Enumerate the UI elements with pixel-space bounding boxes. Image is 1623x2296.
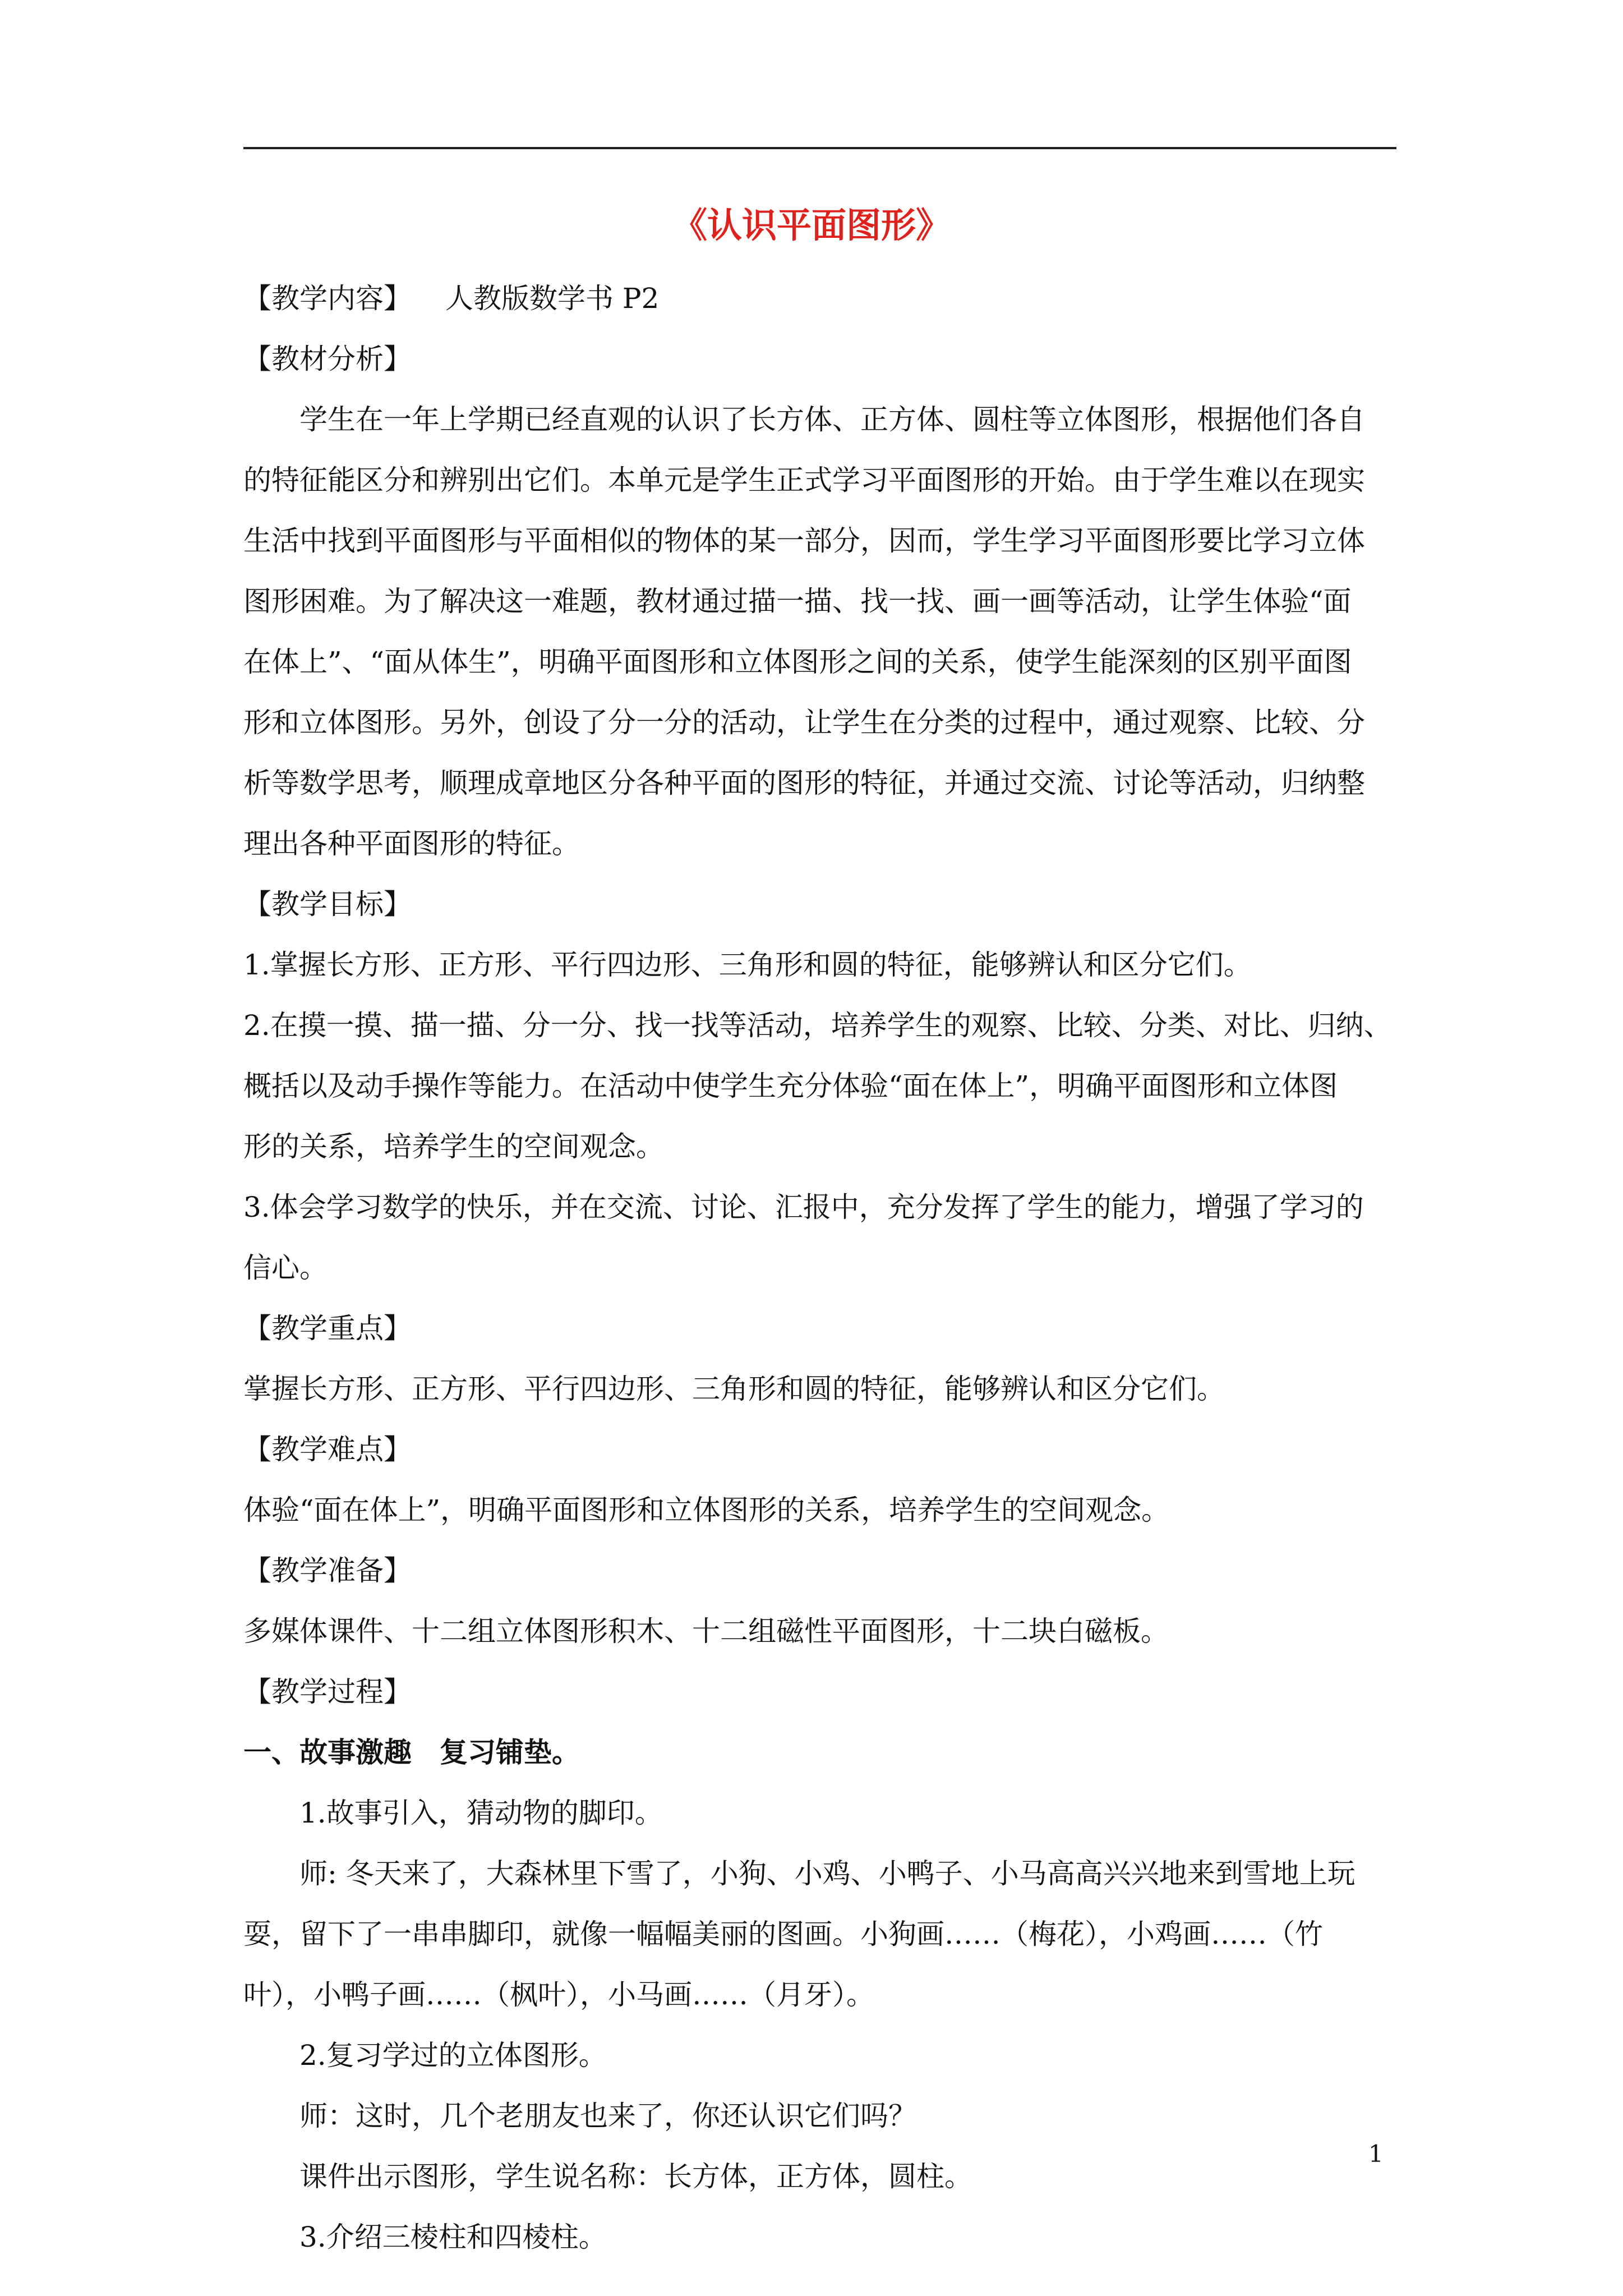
teaching-goal-line: 概括以及动手操作等能力。在活动中使学生充分体验“面在体上”，明确平面图形和立体图 [243, 1070, 1338, 1102]
story-line: 师: 冬天来了，大森林里下雪了，小狗、小鸡、小鸭子、小马高高兴兴地来到雪地上玩 [299, 1857, 1355, 1890]
teaching-content-row [243, 268, 1396, 329]
teaching-goal-line: 形的关系，培养学生的空间观念。 [243, 1130, 664, 1163]
difficulties-text: 体验“面在体上”，明确平面图形和立体图形的关系，培养学生的空间观念。 [243, 1494, 1170, 1526]
page-number: 1 [1368, 2140, 1384, 2168]
material-analysis-line: 图形困难。为了解决这一难题，教材通过描一描、找一找、画一画等活动，让学生体验“面 [243, 585, 1352, 618]
teaching-goal-line: 2.在摸一摸、描一描、分一分、找一找等活动，培养学生的观察、比较、分类、对比、归纳、 [243, 1009, 1392, 1042]
teaching-goal-line: 1.掌握长方形、正方形、平行四边形、三角形和圆的特征，能够辨认和区分它们。 [243, 949, 1252, 981]
teaching-goal-line: 3.体会学习数学的快乐，并在交流、讨论、汇报中，充分发挥了学生的能力，增强了学习的 [243, 1191, 1364, 1223]
preparation-text: 多媒体课件、十二组立体图形积木、十二组磁性平面图形，十二块白磁板。 [243, 1615, 1169, 1648]
material-analysis-line: 生活中找到平面图形与平面相似的物体的某一部分，因而，学生学习平面图形要比学习立体 [243, 524, 1365, 557]
material-analysis-line: 在体上”、“面从体生”，明确平面图形和立体图形之间的关系，使学生能深刻的区别平面图 [243, 646, 1352, 678]
material-analysis-line: 理出各种平面图形的特征。 [243, 827, 580, 860]
material-analysis-line: 形和立体图形。另外，创设了分一分的活动，让学生在分类的过程中，通过观察、比较、分 [243, 706, 1365, 739]
material-analysis-line: 析等数学思考，顺理成章地区分各种平面的图形的特征，并通过交流、讨论等活动，归纳整 [243, 767, 1365, 799]
teaching-content-value: 人教版数学书 P2 [445, 282, 660, 315]
teaching-goal-line: 信心。 [243, 1251, 328, 1284]
preparation-label: 【教学准备】 [243, 1554, 412, 1587]
story-line: 耍，留下了一串串脚印，就像一幅幅美丽的图画。小狗画……（梅花），小鸡画……（竹 [243, 1918, 1323, 1950]
teaching-content-label: 【教学内容】 [243, 282, 412, 315]
process-item: 2.复习学过的立体图形。 [299, 2039, 607, 2072]
process-item: 3.介绍三棱柱和四棱柱。 [299, 2221, 607, 2253]
material-analysis-label: 【教材分析】 [243, 343, 412, 375]
story-line: 叶），小鸭子画……（枫叶），小马画……（月牙）。 [243, 1978, 874, 2011]
header-rule [243, 147, 1396, 149]
teaching-goals-label: 【教学目标】 [243, 888, 412, 921]
difficulties-label: 【教学难点】 [243, 1433, 412, 1466]
teacher-question: 师：这时，几个老朋友也来了，你还认识它们吗？ [299, 2100, 916, 2132]
process-label: 【教学过程】 [243, 1676, 412, 1708]
key-points-text: 掌握长方形、正方形、平行四边形、三角形和圆的特征，能够辨认和区分它们。 [243, 1373, 1225, 1405]
courseware-line: 课件出示图形，学生说名称：长方体，正方体，圆柱。 [299, 2160, 972, 2193]
document-title: 《认识平面图形》 [672, 205, 951, 246]
material-analysis-line: 的特征能区分和辨别出它们。本单元是学生正式学习平面图形的开始。由于学生难以在现实 [243, 464, 1365, 496]
material-analysis-line: 学生在一年上学期已经直观的认识了长方体、正方体、圆柱等立体图形，根据他们各自 [299, 403, 1365, 436]
key-points-label: 【教学重点】 [243, 1312, 412, 1345]
process-item: 1.故事引入，猜动物的脚印。 [299, 1797, 663, 1829]
document-body [243, 268, 1396, 2267]
section-heading: 一、故事激趣 复习铺垫。 [243, 1736, 580, 1769]
